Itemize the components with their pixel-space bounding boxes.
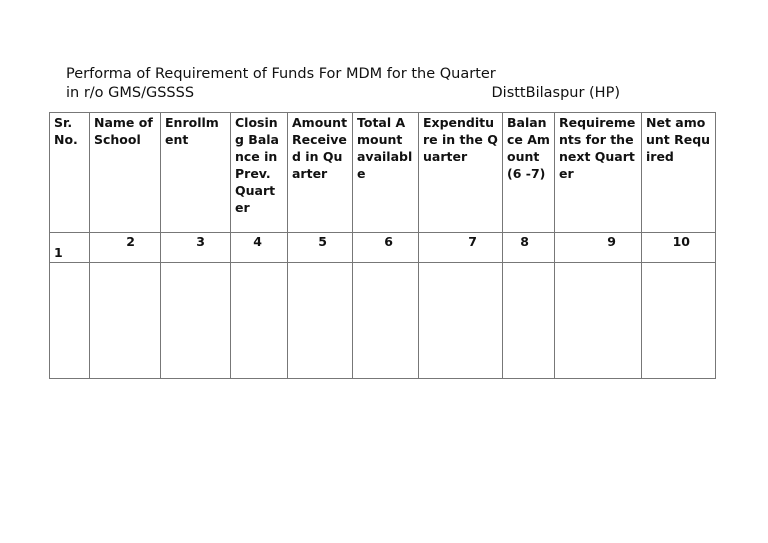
blank-cell bbox=[555, 263, 642, 379]
column-header-net-amount: Net amount Required bbox=[642, 113, 716, 233]
column-number: 9 bbox=[555, 233, 642, 263]
blank-cell bbox=[288, 263, 353, 379]
column-header-expenditure: Expenditure in the Quarter bbox=[419, 113, 503, 233]
column-number: 4 bbox=[231, 233, 288, 263]
column-number: 8 bbox=[503, 233, 555, 263]
column-number-row bbox=[50, 233, 716, 263]
column-header-requirements: Requirements for the next Quarter bbox=[555, 113, 642, 233]
column-header-closing-balance: Closing Balance in Prev. Quarter bbox=[231, 113, 288, 233]
form-subtitle bbox=[66, 84, 620, 102]
blank-cell bbox=[503, 263, 555, 379]
district-label: DisttBilaspur (HP) bbox=[491, 85, 620, 101]
column-header-sr-no: Sr. No. bbox=[50, 113, 90, 233]
column-number: 7 bbox=[419, 233, 503, 263]
blank-cell bbox=[419, 263, 503, 379]
column-header-total-amount: Total Amount available bbox=[353, 113, 419, 233]
column-number: 5 bbox=[288, 233, 353, 263]
blank-cell bbox=[161, 263, 231, 379]
blank-cell bbox=[90, 263, 161, 379]
institution-label: in r/o GMS/GSSSS bbox=[66, 85, 195, 101]
column-header-name-of-school: Name of School bbox=[90, 113, 161, 233]
column-header-amount-received: Amount Received in Quarter bbox=[288, 113, 353, 233]
blank-cell bbox=[50, 263, 90, 379]
column-number: 1 bbox=[50, 233, 90, 263]
funds-requirement-table bbox=[49, 112, 716, 379]
form-title bbox=[66, 65, 496, 83]
column-number: 10 bbox=[642, 233, 716, 263]
data-entry-row bbox=[50, 263, 716, 379]
form-title-line1: Performa of Requirement of Funds For MDM for the Quarter bbox=[66, 66, 496, 82]
column-number: 6 bbox=[353, 233, 419, 263]
column-header-balance-amount: Balance Amount (6 -7) bbox=[503, 113, 555, 233]
blank-cell bbox=[642, 263, 716, 379]
column-header-enrollment: Enrollment bbox=[161, 113, 231, 233]
blank-cell bbox=[231, 263, 288, 379]
blank-cell bbox=[353, 263, 419, 379]
column-number: 3 bbox=[161, 233, 231, 263]
column-number: 2 bbox=[90, 233, 161, 263]
header-row bbox=[50, 113, 716, 233]
